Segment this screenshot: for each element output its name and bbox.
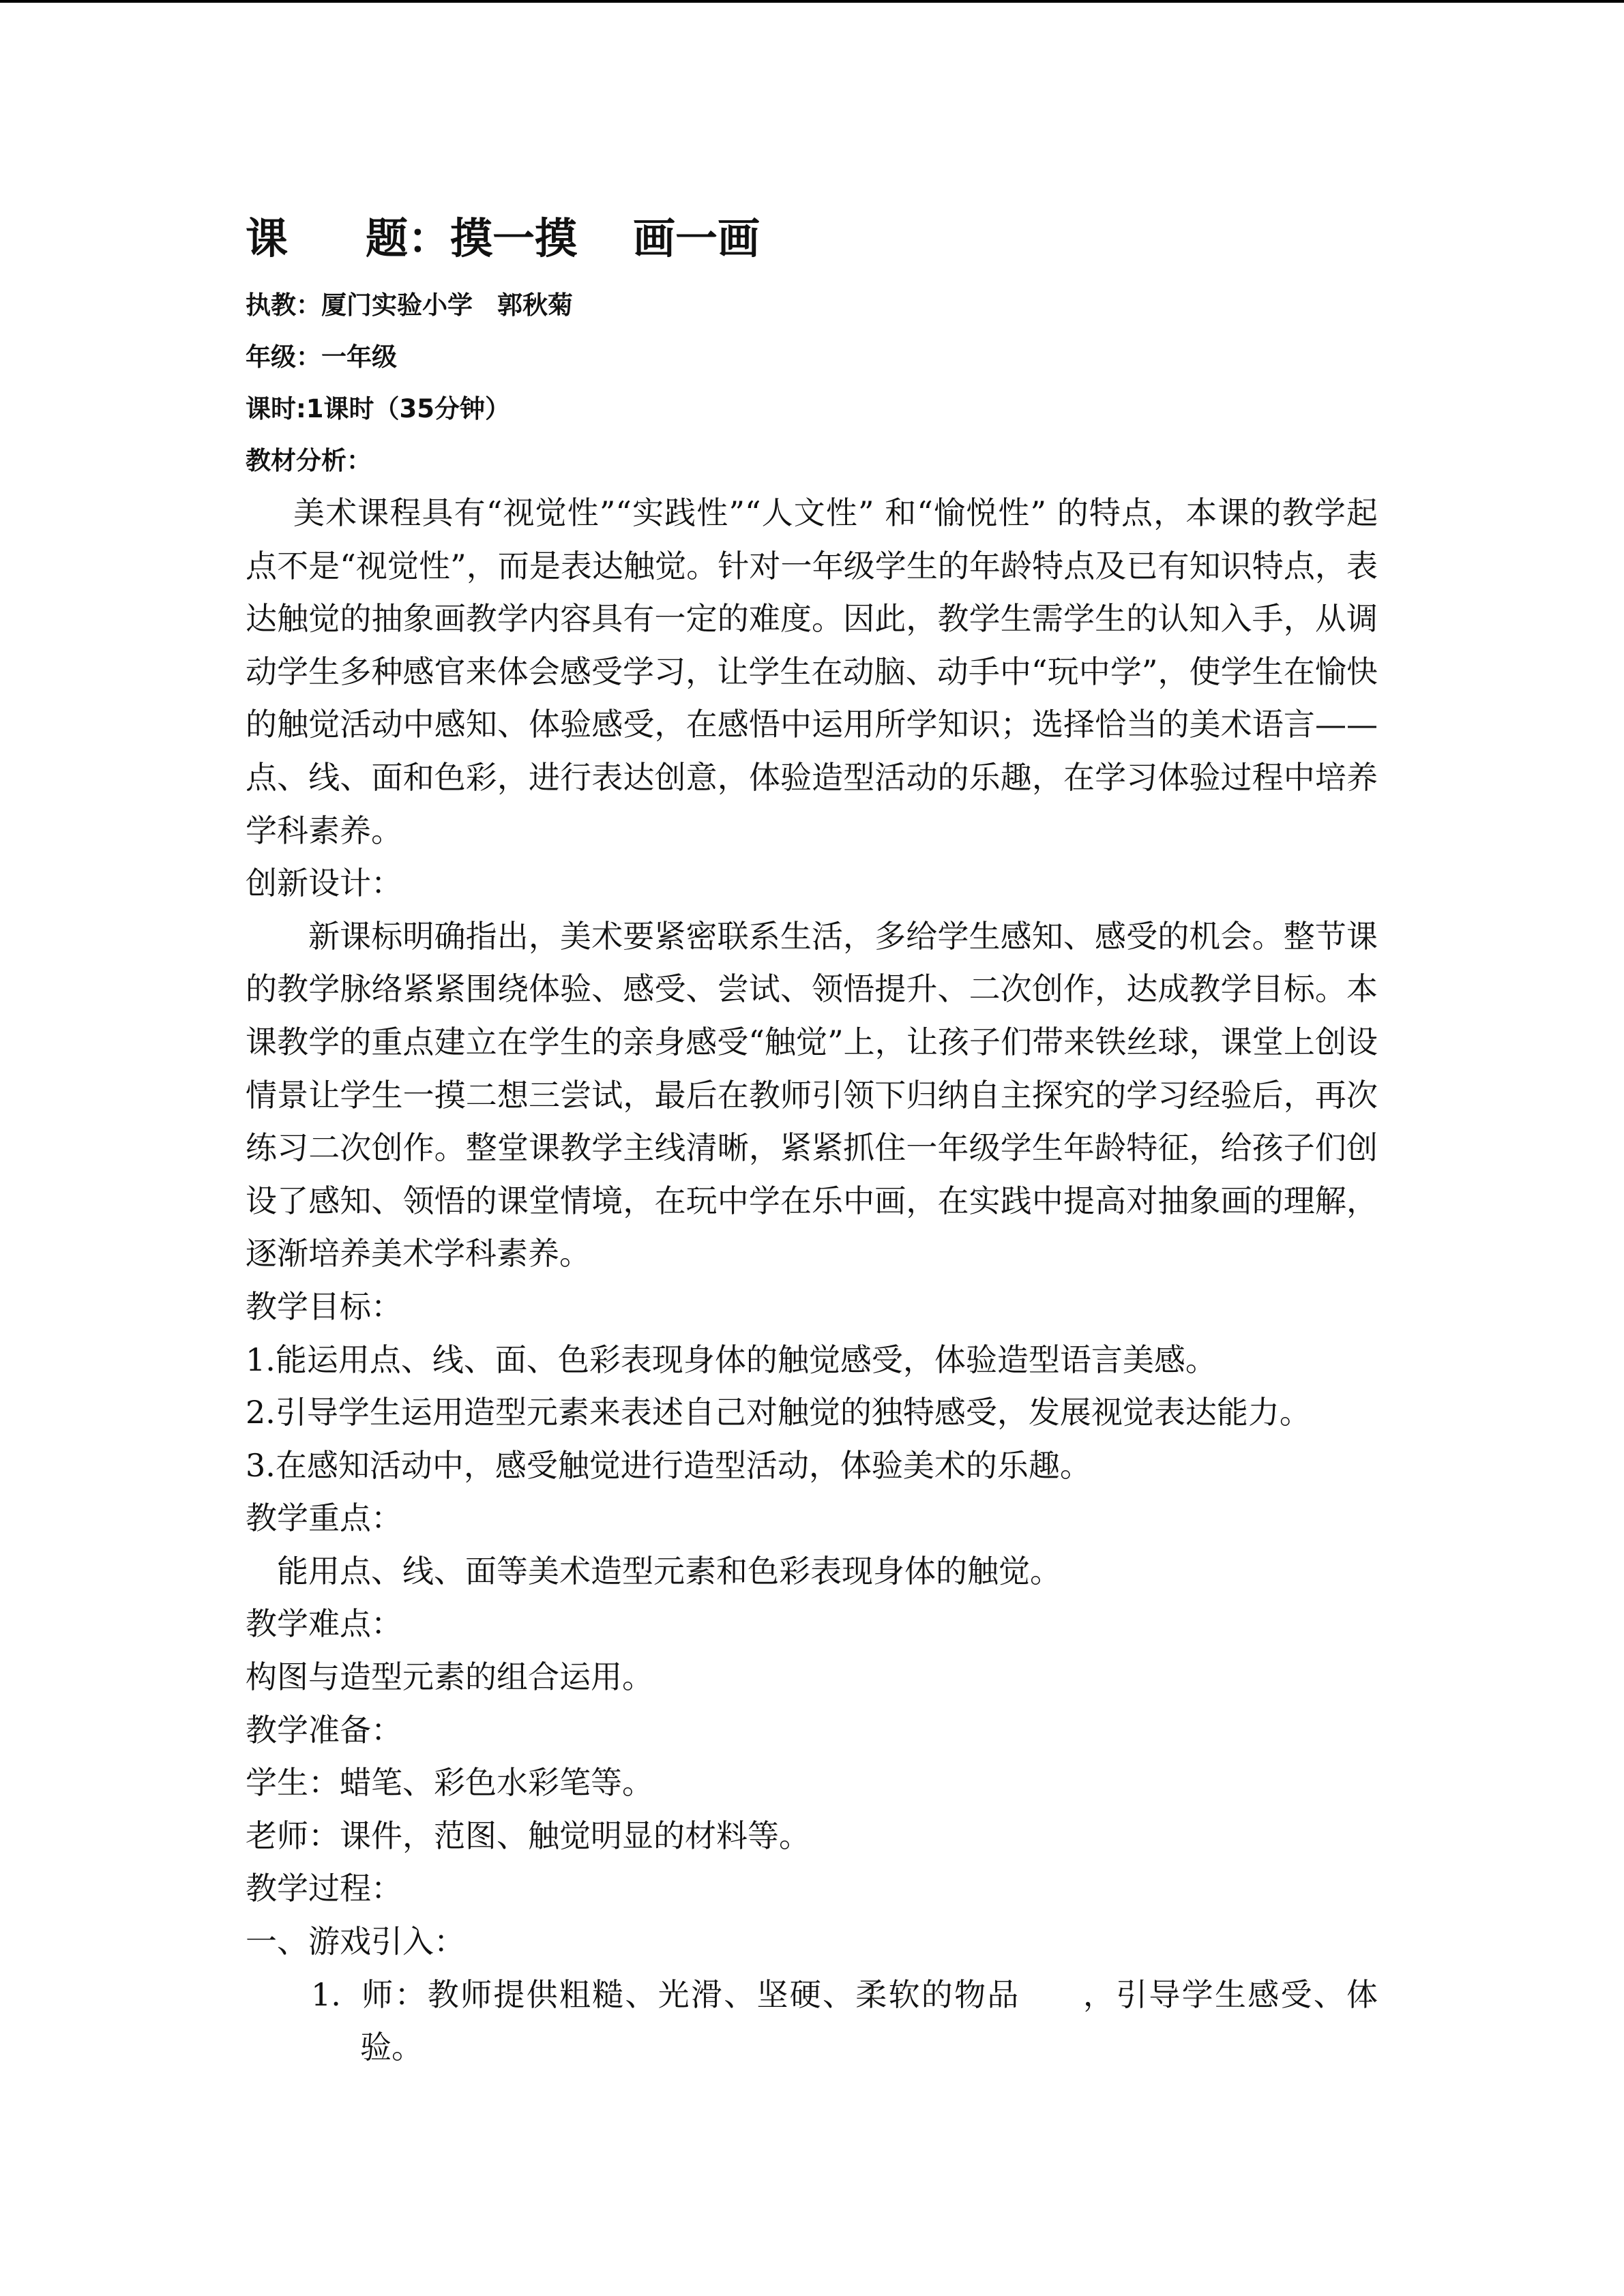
analysis-paragraph: 美术课程具有“视觉性”“实践性”“人文性” 和“愉悦性” 的特点，本课的教学起点不是“视觉性”，而是表达触觉。针对一年级学生的年龄特点及已有知识特点，表达触觉的抽象画教学内容具有一定的难度。因此，教学生需学生的认知入手，从调动学生多种感官来体会感受学习，让学生在动脑、动手中“玩中学”，使学生在愉快的触觉活动中感知、体验感受，在感悟中运用所学知识；选择恰当的美术语言——点、线、面和色彩，进行表达创意，体验造型活动的乐趣，在学习体验过程中培养学科素养。 (246, 494, 1378, 849)
process-section-1: 一、游戏引入： (246, 1923, 465, 1960)
lesson-title (246, 198, 1378, 280)
step-text-b: ，引导学生感受、体验。 (360, 1976, 1378, 2066)
preparation-students: 学生：蜡笔、彩色水彩笔等。 (246, 1764, 653, 1802)
teacher-school: 厦门实验小学 (321, 290, 473, 320)
process-step-1 (311, 1969, 1378, 2074)
title-prefix: 课 (246, 213, 289, 263)
document-page (246, 198, 1378, 2074)
grade-line (246, 331, 1378, 383)
preparation-teacher: 老师：课件，范图、触觉明显的材料等。 (246, 1817, 810, 1854)
objective-item-3: 3.在感知活动中，感受触觉进行造型活动，体验美术的乐趣。 (246, 1446, 1091, 1484)
objective-item-2: 2.引导学生运用造型元素来表述自己对触觉的独特感受，发展视觉表达能力。 (246, 1394, 1311, 1431)
analysis-heading: 教材分析： (246, 446, 372, 475)
teacher-name: 郭秋菊 (497, 290, 573, 320)
difficulty-heading: 教学难点： (246, 1605, 402, 1643)
grade-value: 一年级 (321, 342, 397, 372)
top-border-line (0, 0, 1624, 3)
innovation-paragraph: 新课标明确指出，美术要紧密联系生活，多给学生感知、感受的机会。整节课的教学脉络紧紧围绕体验、感受、尝试、领悟提升、二次创作，达成教学目标。本课教学的重点建立在学生的亲身感受“触觉”上，让孩子们带来铁丝球，课堂上创设情景让学生一摸二想三尝试，最后在教师引领下归纳自主探究的学习经验后，再次练习二次创作。整堂课教学主线清晰，紧紧抓住一年级学生年龄特征，给孩子们创设了感知、领悟的课堂情境，在玩中学在乐中画，在实践中提高对抽象画的理解，逐渐培养美术学科素养。 (246, 917, 1378, 1272)
objectives-heading: 教学目标： (246, 1287, 402, 1325)
key-point-heading: 教学重点： (246, 1500, 402, 1537)
innovation-heading: 创新设计： (246, 865, 402, 902)
step-number: 1. (311, 1976, 341, 2013)
title-main: 题：摸一摸 (366, 213, 578, 263)
title-secondary: 画一画 (633, 213, 761, 263)
teacher-line (246, 280, 1378, 331)
process-heading: 教学过程： (246, 1870, 402, 1907)
objective-item-1: 1.能运用点、线、面、色彩表现身体的触觉感受，体验造型语言美感。 (246, 1341, 1217, 1378)
difficulty-text: 构图与造型元素的组合运用。 (246, 1658, 653, 1696)
key-point-text: 能用点、线、面等美术造型元素和色彩表现身体的触觉。 (277, 1552, 1061, 1590)
step-text-a: 师：教师提供粗糙、光滑、坚硬、柔软的物品 (360, 1976, 1020, 2013)
period-line: 课时:1课时（35分钟） (246, 394, 511, 423)
preparation-heading: 教学准备： (246, 1711, 402, 1748)
teacher-label: 执教： (246, 290, 321, 320)
grade-label: 年级： (246, 342, 321, 372)
